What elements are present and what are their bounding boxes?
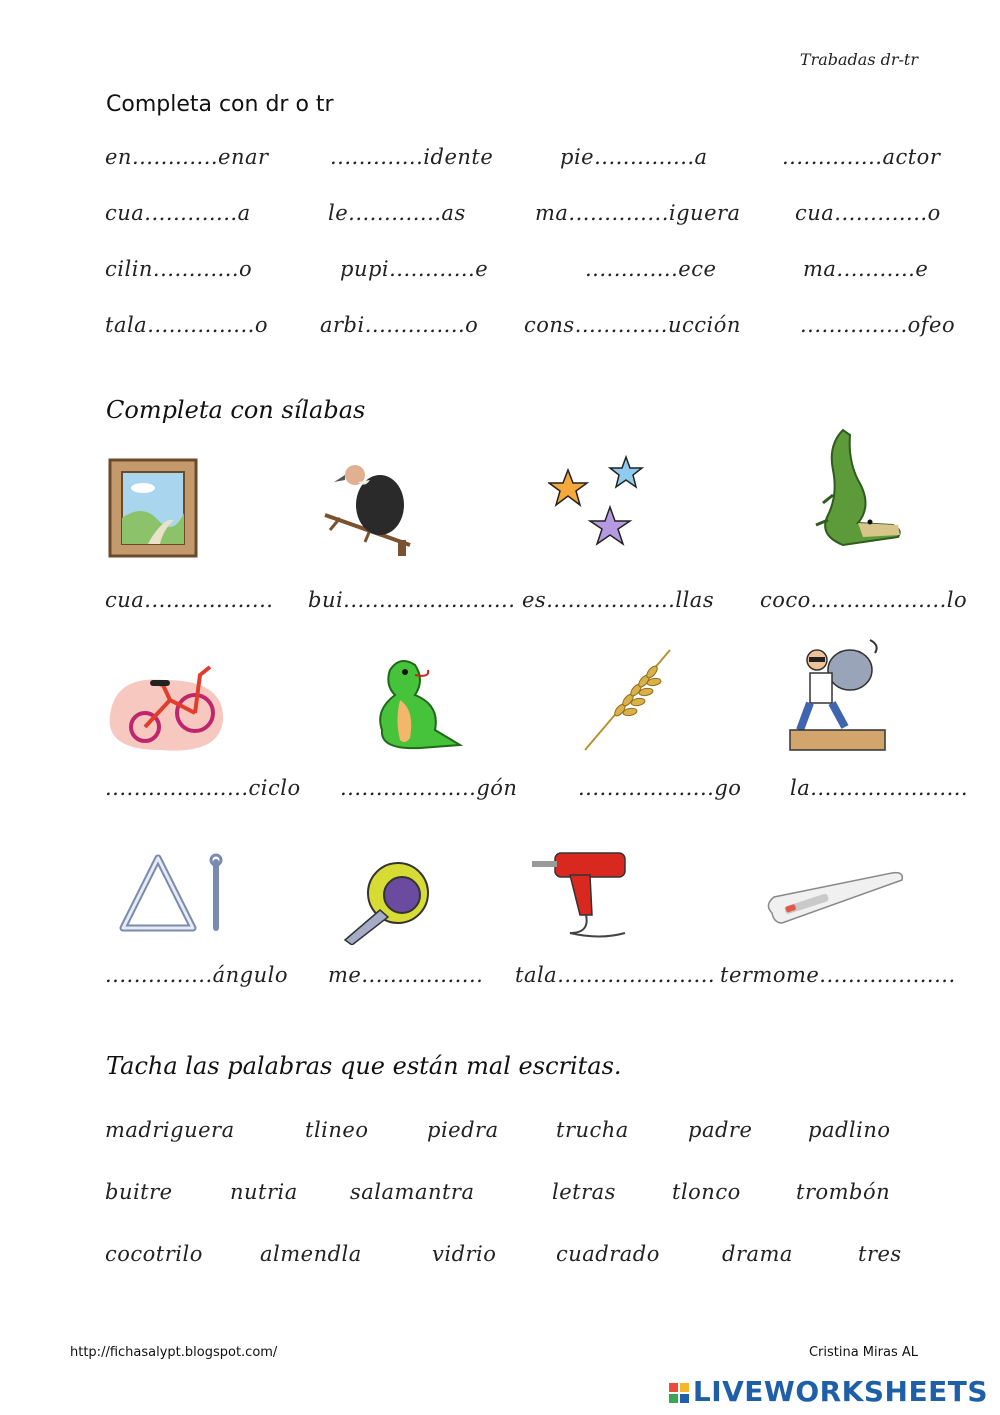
syllable-word[interactable]: la...................... xyxy=(790,776,969,800)
section2-title: Completa con sílabas xyxy=(106,396,366,424)
footer-url[interactable]: http://fichasalypt.blogspot.com/ xyxy=(70,1345,278,1360)
fill-word[interactable]: ma..............iguera xyxy=(535,201,741,225)
word-choice[interactable]: buitre xyxy=(105,1180,173,1204)
syllable-word[interactable]: me................. xyxy=(328,963,484,987)
word-choice[interactable]: trucha xyxy=(556,1118,629,1142)
word-choice[interactable]: tres xyxy=(858,1242,902,1266)
fill-word[interactable]: pie..............a xyxy=(560,145,708,169)
syllable-word[interactable]: coco...................lo xyxy=(760,588,968,612)
word-choice[interactable]: madriguera xyxy=(105,1118,235,1142)
section1-title: Completa con dr o tr xyxy=(106,92,334,117)
syllable-word[interactable]: ....................ciclo xyxy=(105,776,301,800)
picture-frame-icon xyxy=(108,458,198,558)
fill-word[interactable]: tala...............o xyxy=(105,313,268,337)
word-choice[interactable]: drama xyxy=(722,1242,793,1266)
word-choice[interactable]: almendla xyxy=(260,1242,362,1266)
liveworksheets-logo-icon xyxy=(669,1383,689,1403)
fill-word[interactable]: pupi............e xyxy=(340,257,489,281)
crocodile-icon xyxy=(788,425,908,560)
fill-word[interactable]: cua.............a xyxy=(105,201,251,225)
thief-icon xyxy=(785,635,890,755)
syllable-word[interactable]: tala...................... xyxy=(515,963,716,987)
syllable-word[interactable]: termome................... xyxy=(720,963,956,987)
wheat-icon xyxy=(580,640,680,755)
word-choice[interactable]: padlino xyxy=(808,1118,891,1142)
word-choice[interactable]: tlineo xyxy=(305,1118,369,1142)
word-choice[interactable]: padre xyxy=(688,1118,753,1142)
worksheet-topic: Trabadas dr-tr xyxy=(799,50,918,69)
dragon-icon xyxy=(360,650,470,758)
fill-word[interactable]: le.............as xyxy=(328,201,466,225)
tape-measure-icon xyxy=(340,855,435,945)
brand-name: LIVEWORKSHEETS xyxy=(692,1375,988,1408)
section3-title: Tacha las palabras que están mal escritas. xyxy=(106,1052,622,1080)
word-choice[interactable]: cocotrilo xyxy=(105,1242,203,1266)
footer-author: Cristina Miras AL xyxy=(808,1345,918,1360)
brand-logo[interactable] xyxy=(669,1375,988,1408)
drill-icon xyxy=(530,845,635,940)
tricycle-icon xyxy=(105,655,230,755)
syllable-word[interactable]: ...................gón xyxy=(340,776,518,800)
fill-word[interactable]: ..............actor xyxy=(782,145,941,169)
word-choice[interactable]: cuadrado xyxy=(556,1242,660,1266)
stars-icon xyxy=(548,455,648,550)
word-choice[interactable]: nutria xyxy=(230,1180,298,1204)
syllable-word[interactable]: cua.................. xyxy=(105,588,274,612)
thermometer-icon xyxy=(762,865,907,930)
fill-word[interactable]: cons.............ucción xyxy=(524,313,741,337)
syllable-word[interactable]: ...............ángulo xyxy=(105,963,289,987)
fill-word[interactable]: ma...........e xyxy=(803,257,929,281)
fill-word[interactable]: cua.............o xyxy=(795,201,941,225)
fill-word[interactable]: en............enar xyxy=(105,145,269,169)
word-choice[interactable]: salamantra xyxy=(350,1180,475,1204)
fill-word[interactable]: .............ece xyxy=(585,257,717,281)
fill-word[interactable]: cilin............o xyxy=(105,257,253,281)
triangle-instrument-icon xyxy=(118,850,228,935)
fill-word[interactable]: ...............ofeo xyxy=(800,313,956,337)
word-choice[interactable]: letras xyxy=(552,1180,616,1204)
word-choice[interactable]: vidrio xyxy=(432,1242,497,1266)
word-choice[interactable]: piedra xyxy=(427,1118,499,1142)
fill-word[interactable]: .............idente xyxy=(330,145,494,169)
vulture-icon xyxy=(320,460,420,558)
syllable-word[interactable]: es..................llas xyxy=(522,588,715,612)
word-choice[interactable]: trombón xyxy=(796,1180,891,1204)
fill-word[interactable]: arbi..............o xyxy=(320,313,479,337)
syllable-word[interactable]: bui........................ xyxy=(308,588,516,612)
syllable-word[interactable]: ...................go xyxy=(578,776,742,800)
word-choice[interactable]: tlonco xyxy=(672,1180,741,1204)
